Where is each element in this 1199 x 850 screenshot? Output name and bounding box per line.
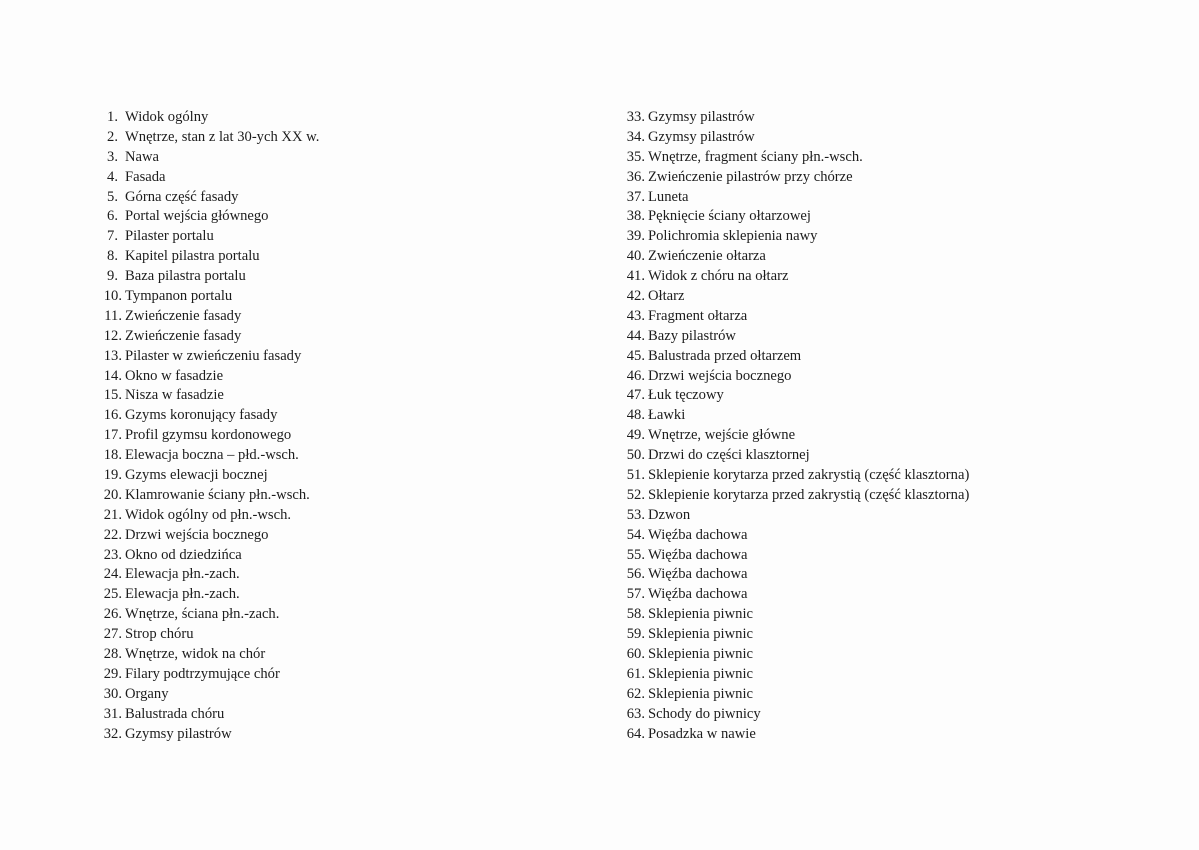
- item-number: 12.: [103, 327, 122, 344]
- item-number: 3.: [107, 148, 118, 165]
- item-number: 53.: [626, 506, 645, 523]
- item-number: 54.: [626, 526, 645, 543]
- item-label: Górna część fasady: [125, 188, 239, 205]
- item-number: 39.: [626, 228, 645, 245]
- item-label: Portal wejścia głównego: [125, 208, 269, 225]
- item-number: 7.: [107, 228, 118, 245]
- item-number: 9.: [107, 268, 118, 285]
- item-number: 36.: [626, 168, 645, 185]
- item-number: 59.: [626, 626, 645, 643]
- item-number: 5.: [107, 188, 118, 205]
- item-number: 23.: [103, 546, 122, 563]
- item-label: Fragment ołtarza: [648, 307, 748, 324]
- item-label: Więźba dachowa: [648, 586, 748, 603]
- item-number: 13.: [103, 347, 122, 364]
- item-label: Gzymsy pilastrów: [648, 109, 755, 125]
- item-label: Organy: [125, 685, 169, 702]
- item-label: Gzyms koronujący fasady: [125, 407, 278, 424]
- item-label: Gzyms elewacji bocznej: [125, 467, 268, 484]
- item-number: 37.: [626, 188, 645, 205]
- item-label: Wnętrze, fragment ściany płn.-wsch.: [648, 148, 863, 165]
- item-label: Okno w fasadzie: [125, 367, 224, 384]
- item-label: Dzwon: [648, 506, 691, 523]
- item-number: 30.: [103, 685, 122, 702]
- item-number: 33.: [626, 109, 645, 125]
- item-number: 28.: [103, 646, 122, 663]
- item-number: 14.: [103, 367, 122, 384]
- item-label: Wnętrze, stan z lat 30-ych XX w.: [125, 128, 320, 145]
- item-label: Sklepienia piwnic: [648, 606, 753, 623]
- item-number: 22.: [103, 526, 122, 543]
- item-label: Widok ogólny: [125, 109, 209, 125]
- item-number: 20.: [103, 486, 122, 503]
- item-label: Zwieńczenie ołtarza: [648, 248, 766, 265]
- item-number: 21.: [103, 506, 122, 523]
- item-label: Elewacja boczna – płd.-wsch.: [125, 447, 299, 464]
- item-number: 27.: [103, 626, 122, 643]
- item-number: 47.: [626, 387, 645, 404]
- item-label: Fasada: [125, 168, 166, 185]
- item-label: Gzymsy pilastrów: [125, 725, 232, 742]
- item-label: Elewacja płn.-zach.: [125, 586, 240, 603]
- item-number: 44.: [626, 327, 645, 344]
- item-number: 16.: [103, 407, 122, 424]
- item-label: Elewacja płn.-zach.: [125, 566, 240, 583]
- item-number: 41.: [626, 268, 645, 285]
- item-number: 2.: [107, 128, 118, 145]
- item-number: 64.: [626, 725, 645, 742]
- item-number: 49.: [626, 427, 645, 444]
- item-label: Luneta: [648, 188, 689, 205]
- item-label: Posadzka w nawie: [648, 725, 756, 742]
- item-label: Więźba dachowa: [648, 526, 748, 543]
- item-number: 48.: [626, 407, 645, 424]
- item-number: 42.: [626, 288, 645, 305]
- item-number: 8.: [107, 248, 118, 265]
- item-number: 1.: [107, 109, 118, 125]
- item-label: Pilaster w zwieńczeniu fasady: [125, 347, 302, 364]
- item-label: Wnętrze, ściana płn.-zach.: [125, 606, 280, 623]
- item-label: Ołtarz: [648, 288, 685, 305]
- item-number: 45.: [626, 347, 645, 364]
- item-number: 10.: [103, 288, 122, 305]
- item-label: Profil gzymsu kordonowego: [125, 427, 292, 444]
- item-label: Zwieńczenie pilastrów przy chórze: [648, 168, 853, 185]
- item-number: 55.: [626, 546, 645, 563]
- item-number: 56.: [626, 566, 645, 583]
- item-label: Bazy pilastrów: [648, 327, 736, 344]
- item-label: Zwieńczenie fasady: [125, 327, 242, 344]
- item-label: Zwieńczenie fasady: [125, 307, 242, 324]
- item-label: Więźba dachowa: [648, 566, 748, 583]
- item-label: Sklepienia piwnic: [648, 646, 753, 663]
- item-number: 58.: [626, 606, 645, 623]
- item-number: 46.: [626, 367, 645, 384]
- item-number: 31.: [103, 705, 122, 722]
- item-number: 29.: [103, 665, 122, 682]
- item-label: Więźba dachowa: [648, 546, 748, 563]
- item-label: Łuk tęczowy: [648, 387, 724, 404]
- item-label: Baza pilastra portalu: [125, 268, 246, 285]
- item-number: 57.: [626, 586, 645, 603]
- item-number: 60.: [626, 646, 645, 663]
- item-label: Sklepienie korytarza przed zakrystią (część klasztorna): [648, 486, 970, 503]
- item-number: 40.: [626, 248, 645, 265]
- item-number: 25.: [103, 586, 122, 603]
- item-label: Drzwi wejścia bocznego: [648, 367, 792, 384]
- item-label: Drzwi do części klasztornej: [648, 447, 810, 464]
- item-label: Wnętrze, wejście główne: [648, 427, 796, 444]
- item-number: 17.: [103, 427, 122, 444]
- item-number: 15.: [103, 387, 122, 404]
- item-label: Sklepienia piwnic: [648, 685, 753, 702]
- item-number: 51.: [626, 467, 645, 484]
- item-number: 62.: [626, 685, 645, 702]
- item-number: 18.: [103, 447, 122, 464]
- item-number: 11.: [104, 307, 122, 324]
- item-label: Sklepienia piwnic: [648, 665, 753, 682]
- item-number: 52.: [626, 486, 645, 503]
- item-label: Pilaster portalu: [125, 228, 214, 245]
- item-number: 43.: [626, 307, 645, 324]
- item-label: Pęknięcie ściany ołtarzowej: [648, 208, 811, 225]
- item-label: Sklepienia piwnic: [648, 626, 753, 643]
- item-number: 38.: [626, 208, 645, 225]
- item-label: Wnętrze, widok na chór: [125, 646, 266, 663]
- item-label: Balustrada chóru: [125, 705, 225, 722]
- item-label: Schody do piwnicy: [648, 705, 761, 722]
- item-number: 24.: [103, 566, 122, 583]
- item-label: Okno od dziedzińca: [125, 546, 242, 563]
- item-number: 34.: [626, 128, 645, 145]
- item-number: 26.: [103, 606, 122, 623]
- item-label: Gzymsy pilastrów: [648, 128, 755, 145]
- item-label: Ławki: [648, 407, 686, 424]
- item-label: Sklepienie korytarza przed zakrystią (część klasztorna): [648, 467, 970, 484]
- item-label: Widok ogólny od płn.-wsch.: [125, 506, 292, 523]
- item-label: Drzwi wejścia bocznego: [125, 526, 269, 543]
- item-label: Balustrada przed ołtarzem: [648, 347, 802, 364]
- item-number: 6.: [107, 208, 118, 225]
- item-number: 32.: [103, 725, 122, 742]
- item-label: Klamrowanie ściany płn.-wsch.: [125, 486, 310, 503]
- item-number: 61.: [626, 665, 645, 682]
- item-label: Widok z chóru na ołtarz: [648, 268, 789, 285]
- item-number: 4.: [107, 168, 118, 185]
- item-label: Tympanon portalu: [125, 288, 233, 305]
- item-label: Polichromia sklepienia nawy: [648, 228, 818, 245]
- item-number: 19.: [103, 467, 122, 484]
- item-label: Nisza w fasadzie: [125, 387, 224, 404]
- item-label: Filary podtrzymujące chór: [125, 665, 280, 682]
- item-label: Nawa: [125, 148, 160, 165]
- item-label: Strop chóru: [125, 626, 194, 643]
- item-number: 63.: [626, 705, 645, 722]
- item-number: 35.: [626, 148, 645, 165]
- item-number: 50.: [626, 447, 645, 464]
- item-label: Kapitel pilastra portalu: [125, 248, 260, 265]
